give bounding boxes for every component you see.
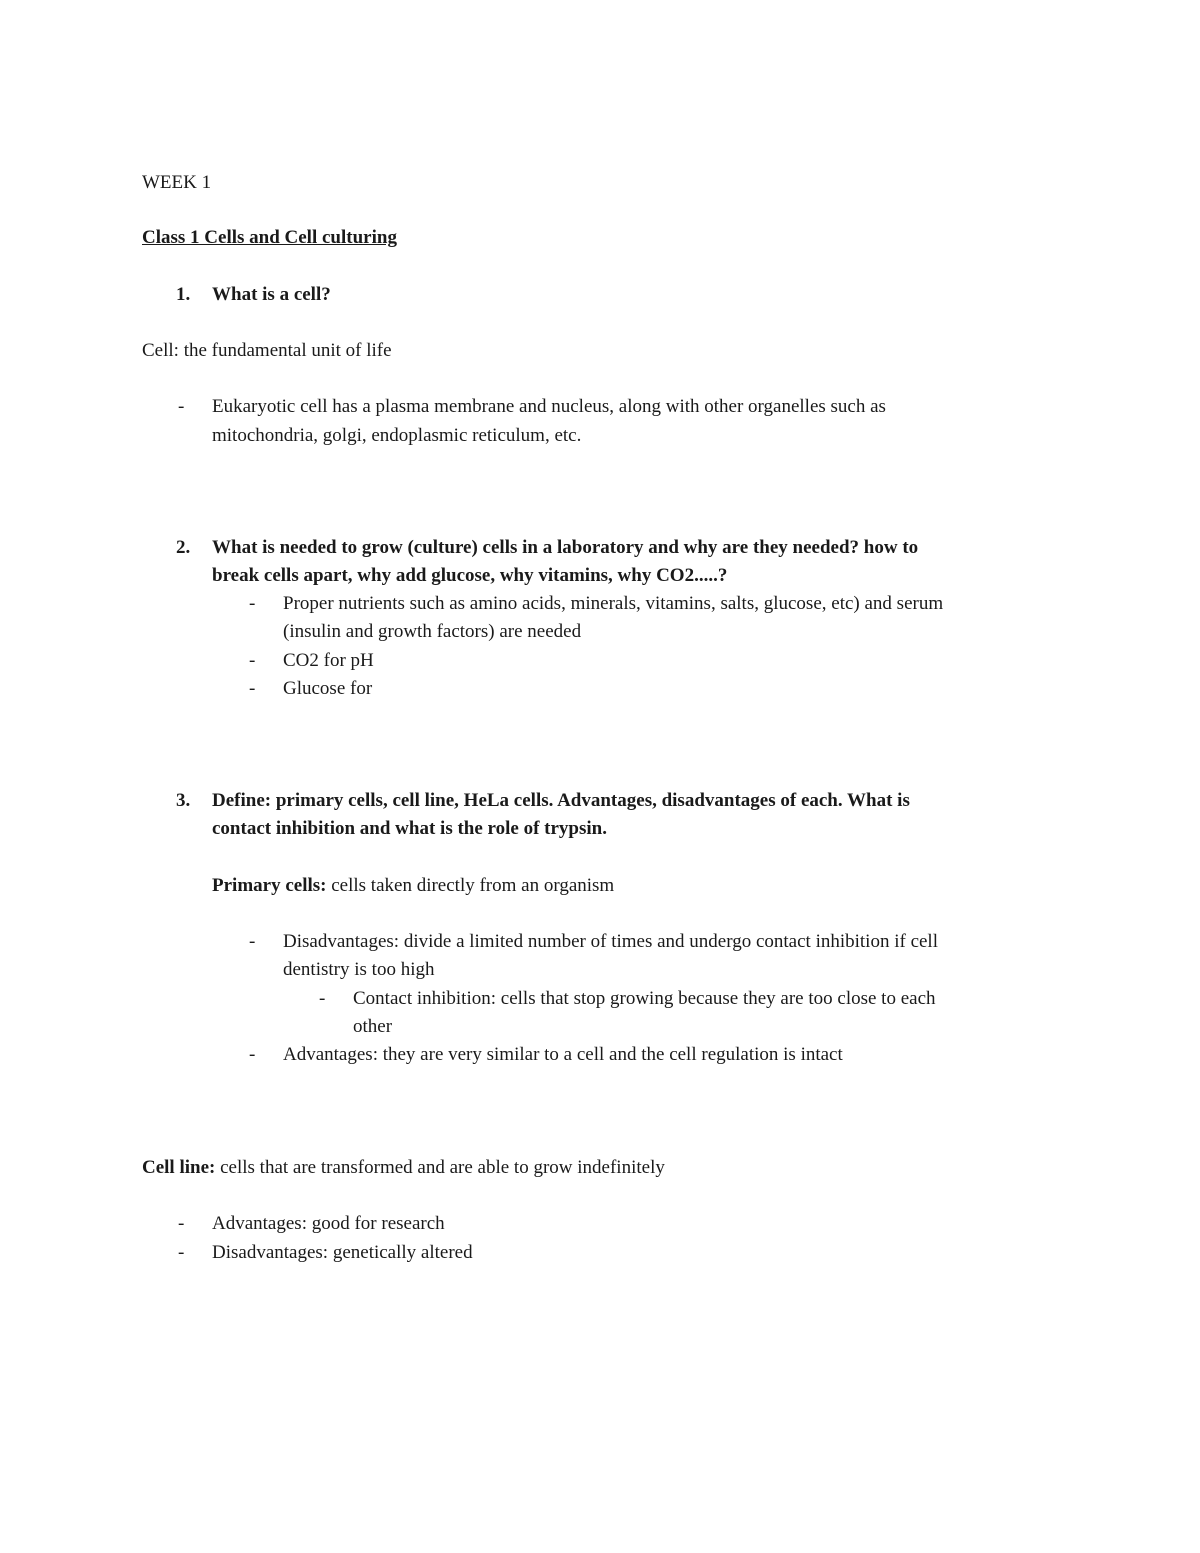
primary-cells-label: Primary cells: <box>212 875 327 896</box>
q3-line2: contact inhibition and what is the role of trypsin. <box>212 818 607 839</box>
q1-number: 1. <box>176 284 191 305</box>
cell-line-adv-dash: - <box>178 1213 185 1234</box>
q1-text: What is a cell? <box>212 284 331 305</box>
q3-line1: Define: primary cells, cell line, HeLa cells. Advantages, disadvantages of each. What is <box>212 790 910 811</box>
q1-answer: Cell: the fundamental unit of life <box>142 340 392 361</box>
contact-inhibition-dash: - <box>319 988 326 1009</box>
primary-cells-text: cells taken directly from an organism <box>326 875 615 896</box>
advantages-text: Advantages: they are very similar to a cell and the cell regulation is intact <box>283 1044 843 1065</box>
q2-bullet1-dash: - <box>249 593 256 614</box>
contact-inhibition-line1: Contact inhibition: cells that stop growing because they are too close to each <box>353 988 936 1009</box>
cell-line-disadvantages: Disadvantages: genetically altered <box>212 1242 473 1263</box>
contact-inhibition-line2: other <box>353 1016 393 1037</box>
q2-bullet1-line2: (insulin and growth factors) are needed <box>283 621 582 642</box>
disadvantages-line2: dentistry is too high <box>283 959 435 980</box>
q1-bullet-dash: - <box>178 396 185 417</box>
q2-number: 2. <box>176 537 191 558</box>
cell-line-label: Cell line: <box>142 1157 216 1178</box>
q1-bullet-line1: Eukaryotic cell has a plasma membrane and nucleus, along with other organelles such as <box>212 396 886 417</box>
q2-bullet3-dash: - <box>249 678 256 699</box>
primary-cells-definition <box>212 872 614 900</box>
cell-line-definition <box>142 1154 665 1182</box>
class-title: Class 1 Cells and Cell culturing <box>142 227 397 248</box>
cell-line-text: cells that are transformed and are able to grow indefinitely <box>215 1157 665 1178</box>
week-heading: WEEK 1 <box>142 172 212 193</box>
q2-bullet2-dash: - <box>249 650 256 671</box>
q2-line2: break cells apart, why add glucose, why vitamins, why CO2.....? <box>212 565 728 586</box>
disadvantages-dash: - <box>249 931 256 952</box>
q2-bullet1-line1: Proper nutrients such as amino acids, minerals, vitamins, salts, glucose, etc) and serum <box>283 593 944 614</box>
cell-line-dis-dash: - <box>178 1242 185 1263</box>
q2-bullet2: CO2 for pH <box>283 650 374 671</box>
q1-bullet-line2: mitochondria, golgi, endoplasmic reticulum, etc. <box>212 425 582 446</box>
cell-line-advantages: Advantages: good for research <box>212 1213 445 1234</box>
q2-line1: What is needed to grow (culture) cells in a laboratory and why are they needed? how to <box>212 537 919 558</box>
disadvantages-line1: Disadvantages: divide a limited number of times and undergo contact inhibition if cell <box>283 931 938 952</box>
q3-number: 3. <box>176 790 191 811</box>
advantages-dash: - <box>249 1044 256 1065</box>
q2-bullet3: Glucose for <box>283 678 373 699</box>
